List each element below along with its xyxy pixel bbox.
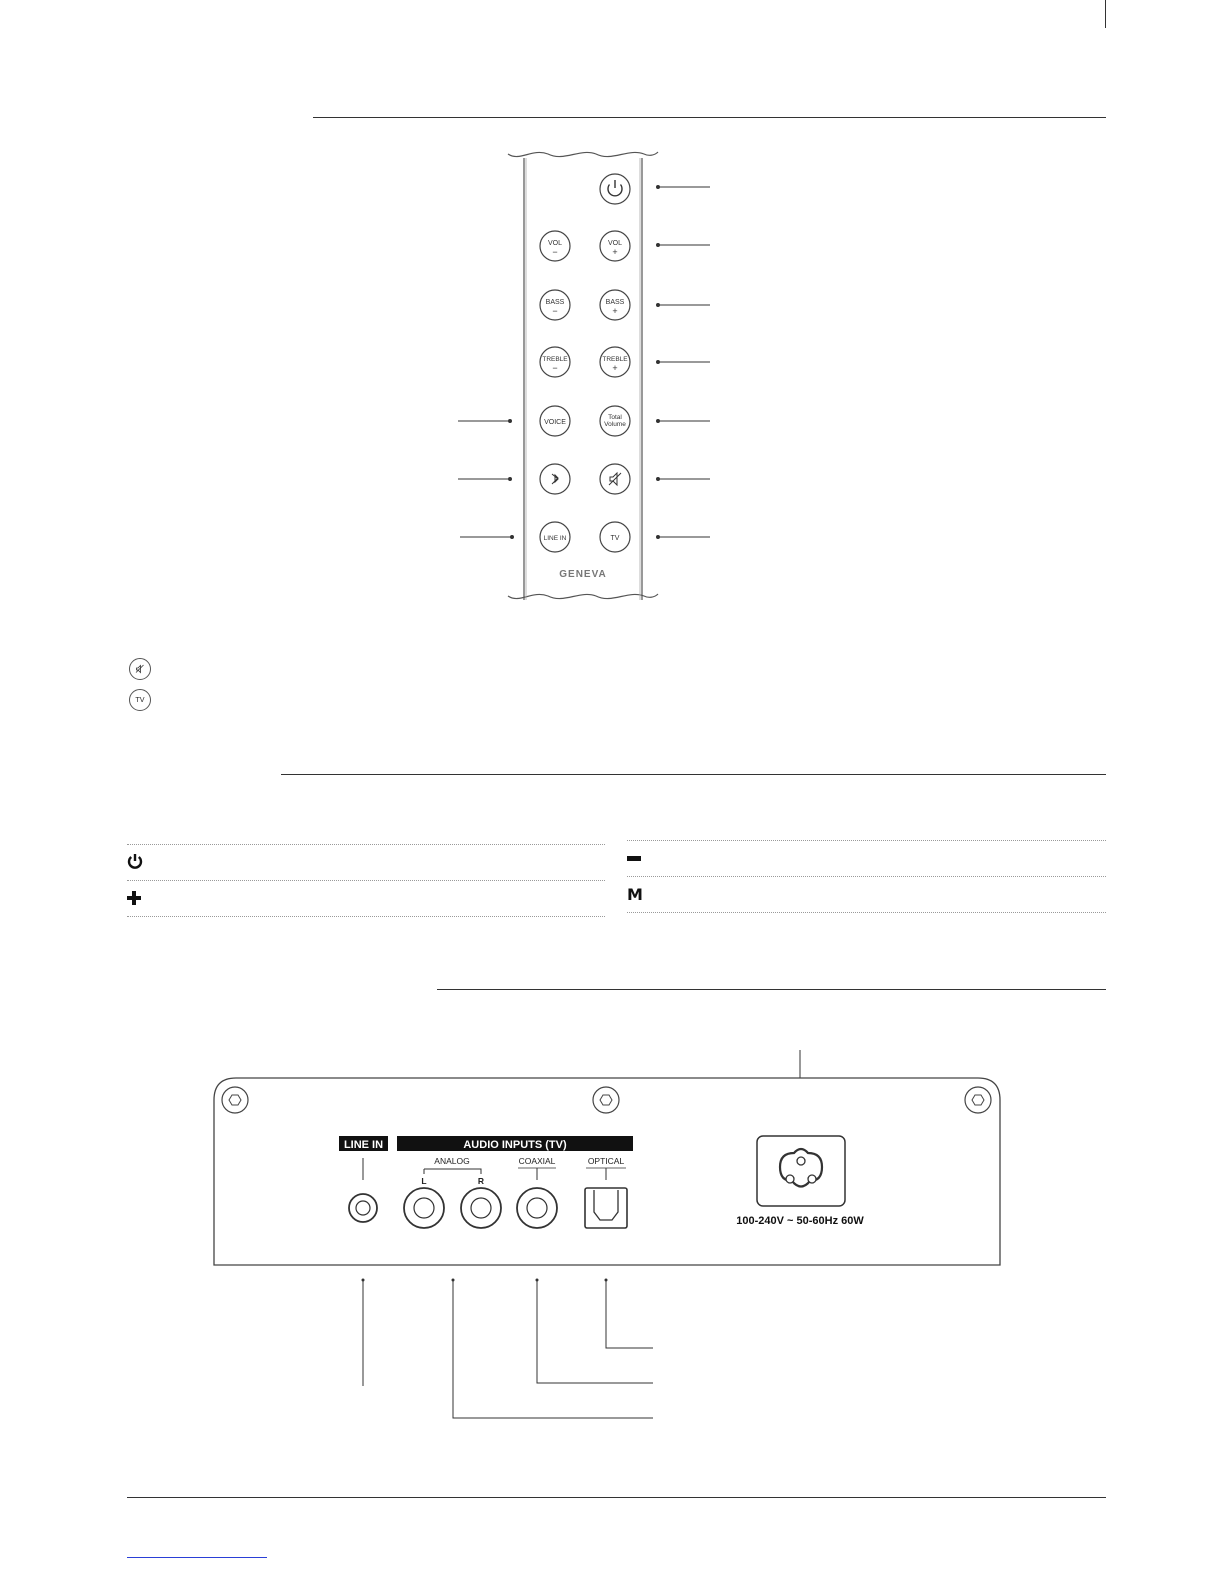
svg-text:TREBLE: TREBLE — [542, 356, 568, 363]
remote-left-callouts — [458, 420, 514, 539]
svg-text:Volume: Volume — [604, 421, 626, 428]
table-right-rule-bottom — [627, 912, 1106, 913]
svg-text:+: + — [612, 247, 618, 257]
coaxial-jack — [517, 1188, 557, 1228]
treble-minus-button — [540, 347, 570, 377]
section-rule-remote — [313, 117, 1106, 118]
power-button — [600, 174, 630, 204]
plus-glyph-icon — [127, 891, 141, 905]
section-rule-indicators — [281, 774, 1106, 775]
svg-text:−: − — [552, 363, 558, 373]
coaxial-label: COAXIAL — [518, 1156, 556, 1166]
tv-legend-icon — [129, 689, 151, 711]
screw-left — [222, 1087, 248, 1113]
analog-left-label: L — [421, 1176, 427, 1186]
analog-right-jack — [461, 1188, 501, 1228]
svg-text:−: − — [552, 247, 558, 257]
svg-text:LINE IN: LINE IN — [543, 535, 567, 542]
footer-rule — [127, 1497, 1106, 1498]
footer-link-underline[interactable] — [127, 1557, 267, 1558]
table-left-rule-top — [127, 844, 605, 845]
optical-port — [585, 1188, 627, 1228]
svg-text:VOL: VOL — [607, 240, 623, 247]
power-glyph-icon — [127, 853, 143, 869]
remote-control-diagram — [440, 140, 740, 620]
analog-label: ANALOG — [434, 1156, 470, 1166]
rear-panel-diagram — [200, 1040, 1020, 1440]
svg-text:−: − — [552, 306, 558, 316]
remote-brand-logo: GENEVA — [559, 569, 607, 580]
line-in-jack — [349, 1194, 377, 1222]
minus-glyph-icon — [627, 856, 641, 862]
screw-right — [965, 1087, 991, 1113]
treble-plus-button — [600, 347, 630, 377]
rear-panel-callouts — [363, 1280, 653, 1418]
svg-text:+: + — [612, 363, 618, 373]
svg-text:VOL: VOL — [547, 240, 563, 247]
mute-legend-icon — [129, 658, 151, 680]
optical-label: OPTICAL — [587, 1156, 625, 1166]
section-rule-rear-panel — [437, 989, 1106, 990]
power-rating-label: 100-240V ~ 50-60Hz 60W — [736, 1215, 864, 1227]
vol-plus-button — [600, 231, 630, 261]
table-right-rule-top — [627, 840, 1106, 841]
svg-text:+: + — [612, 306, 618, 316]
audio-inputs-label: AUDIO INPUTS (TV) — [463, 1139, 567, 1151]
memory-glyph: M — [627, 885, 643, 904]
remote-bottom-edge — [508, 594, 658, 599]
table-left-rule-mid — [127, 880, 605, 881]
vol-minus-button — [540, 231, 570, 261]
line-in-button — [540, 522, 570, 552]
svg-text:Total: Total — [608, 414, 622, 421]
page-edge-mark — [1105, 0, 1106, 28]
remote-right-callouts — [657, 186, 711, 539]
tv-button — [600, 522, 630, 552]
svg-text:TV: TV — [610, 535, 620, 542]
remote-top-edge — [508, 152, 658, 157]
power-inlet — [757, 1136, 845, 1206]
voice-button — [540, 406, 570, 436]
mute-button — [600, 464, 630, 494]
screw-center — [593, 1087, 619, 1113]
table-left-rule-bottom — [127, 916, 605, 917]
svg-text:TREBLE: TREBLE — [602, 356, 628, 363]
analog-right-label: R — [477, 1176, 485, 1186]
line-in-label: LINE IN — [343, 1139, 384, 1151]
analog-left-jack — [404, 1188, 444, 1228]
svg-text:BASS: BASS — [605, 299, 625, 306]
bluetooth-button — [540, 464, 570, 494]
bass-minus-button — [540, 290, 570, 320]
total-volume-button — [600, 406, 630, 436]
svg-text:BASS: BASS — [545, 299, 565, 306]
bass-plus-button — [600, 290, 630, 320]
tv-legend-label: TV — [135, 696, 145, 704]
table-right-rule-mid — [627, 876, 1106, 877]
svg-text:VOICE: VOICE — [544, 419, 566, 426]
